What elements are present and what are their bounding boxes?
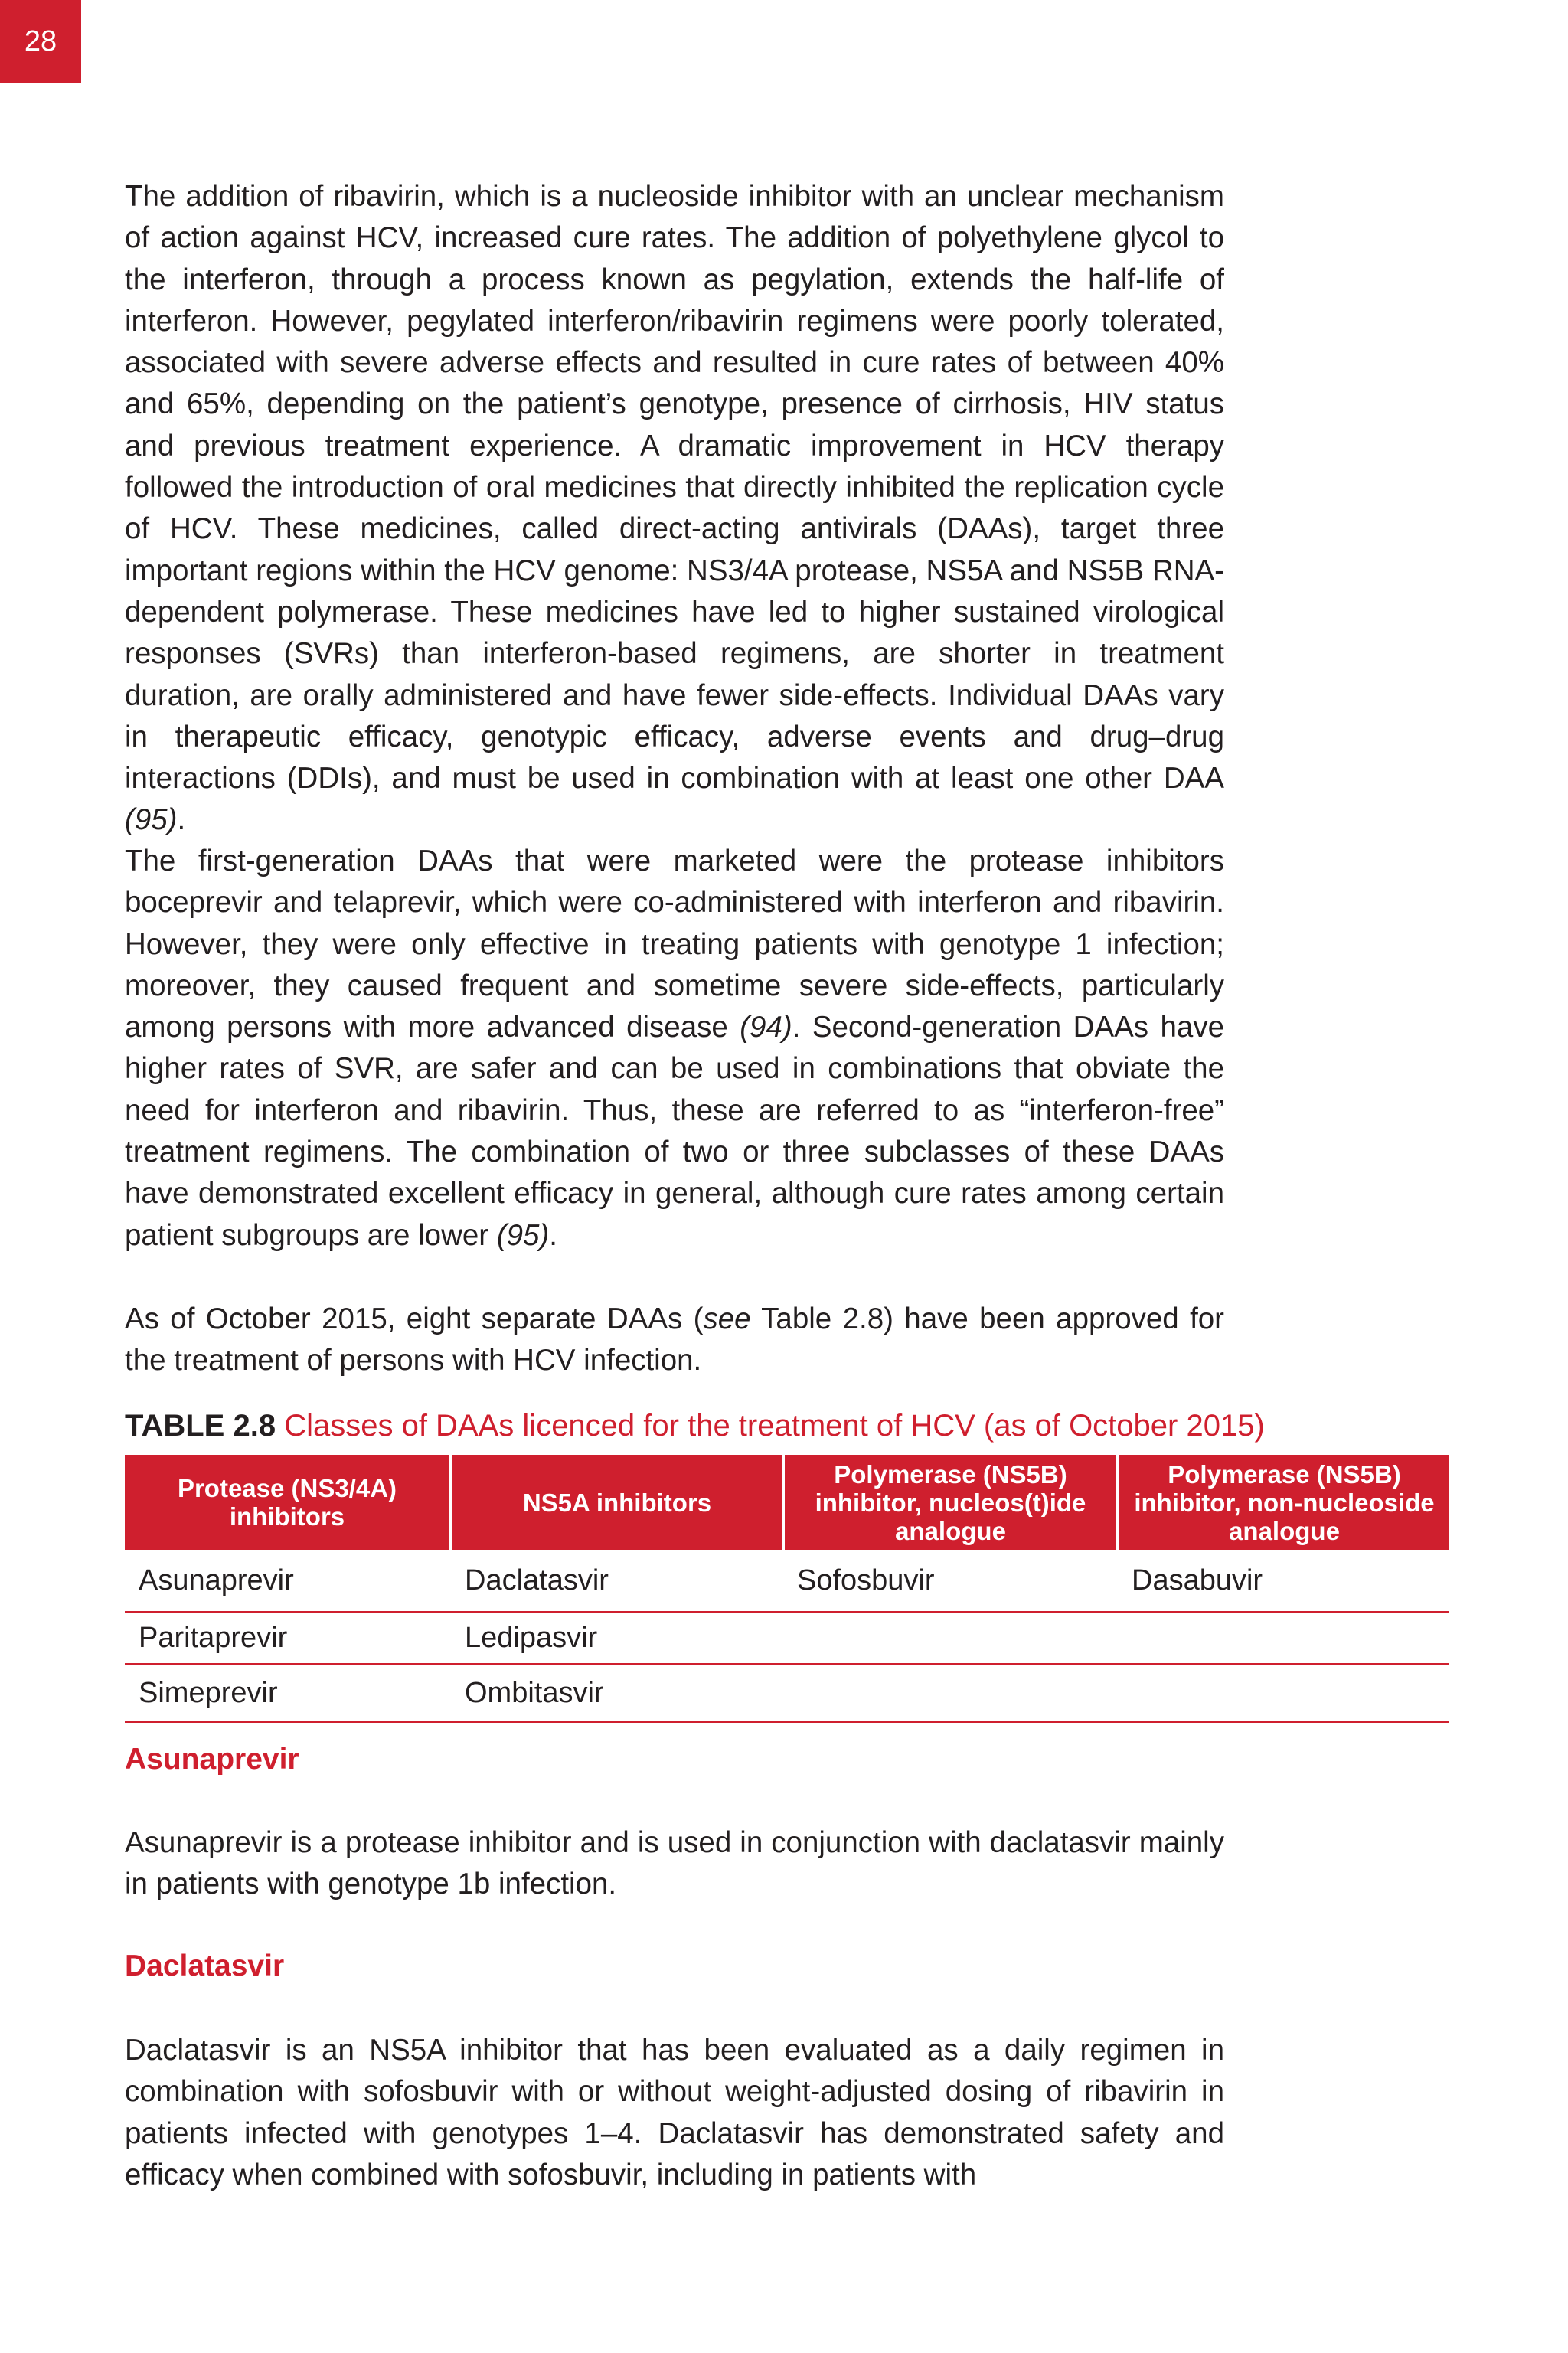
table-title: Classes of DAAs licenced for the treatment of HCV (as of October 2015) xyxy=(284,1409,1265,1443)
table-caption xyxy=(125,1405,1265,1446)
paragraph-daclatasvir: Daclatasvir is an NS5A inhibitor that has been evaluated as a daily regimen in combination with sofosbuvir with or without weight-adjusted dosing of ribavirin in patients infected with genotypes 1–4. Daclatasvir has demonstrated safety and efficacy when combined with sofosbuvir, including in patients with xyxy=(125,2034,1224,2191)
table-cell: Daclatasvir xyxy=(451,1550,783,1612)
heading-daclatasvir: Daclatasvir xyxy=(125,1949,285,1982)
paragraph-approved-daas: As of October 2015, eight separate DAAs (see Table 2.8) have been approved for the treatment of persons with HCV infection. xyxy=(125,1302,1224,1377)
table-cell: Ombitasvir xyxy=(451,1664,783,1722)
header-protease: Protease (NS3/4A) inhibitors xyxy=(125,1455,451,1550)
table-cell: Simeprevir xyxy=(125,1664,451,1722)
paragraph-asunaprevir: Asunaprevir is a protease inhibitor and is used in conjunction with daclatasvir mainly in patients with genotype 1b infection. xyxy=(125,1826,1224,1901)
table-row xyxy=(125,1612,1449,1664)
header-polymerase-non-nucleoside: Polymerase (NS5B) inhibitor, non-nucleoside analogue xyxy=(1118,1455,1449,1550)
daa-classes-table xyxy=(125,1455,1449,1723)
table-row xyxy=(125,1664,1449,1722)
paragraph-first-generation: The first-generation DAAs that were marketed were the protease inhibitors boceprevir and telaprevir, which were co-administered with interferon and ribavirin. However, they were only effective in treating patients with genotype 1 infection; moreover, they caused frequent and sometime severe side-effects, particularly among persons with more advanced disease (94). Second-generation DAAs have higher rates of SVR, are safer and can be used in combinations that obviate the need for interferon and ribavirin. Thus, these are referred to as “interferon-free” treatment regimens. The combination of two or three subclasses of these DAAs have demonstrated excellent efficacy in general, although cure rates among certain patient subgroups are lower (95). xyxy=(125,845,1224,1252)
paragraph-ribavirin-daas: The addition of ribavirin, which is a nucleoside inhibitor with an unclear mechanism of action against HCV, increased cure rates. The addition of polyethylene glycol to the interferon, through a process known as pegylation, extends the half-life of interferon. However, pegylated interferon/ribavirin regimens were poorly tolerated, associated with severe adverse effects and resulted in cure rates of between 40% and 65%, depending on the patient’s genotype, presence of cirrhosis, HIV status and previous treatment experience. A dramatic improvement in HCV therapy followed the introduction of oral medicines that directly inhibited the replication cycle of HCV. These medicines, called direct-acting antivirals (DAAs), target three important regions within the HCV genome: NS3/4A protease, NS5A and NS5B RNA-dependent polymerase. These medicines have led to higher sustained virological responses (SVRs) than interferon-based regimens, are shorter in treatment duration, are orally administered and have fewer side-effects. Individual DAAs vary in therapeutic efficacy, genotypic efficacy, adverse events and drug–drug interactions (DDIs), and must be used in combination with at least one other DAA (95). xyxy=(125,180,1224,837)
table-cell xyxy=(1118,1612,1449,1664)
table-cell: Dasabuvir xyxy=(1118,1550,1449,1612)
reference-94: (94) xyxy=(740,1011,792,1044)
table-cell xyxy=(783,1664,1118,1722)
heading-asunaprevir: Asunaprevir xyxy=(125,1743,299,1776)
page-number: 28 xyxy=(0,0,81,83)
header-ns5a: NS5A inhibitors xyxy=(451,1455,783,1550)
table-cell: Ledipasvir xyxy=(451,1612,783,1664)
table-cell: Asunaprevir xyxy=(125,1550,451,1612)
table-header-row xyxy=(125,1455,1449,1550)
table-cell: Sofosbuvir xyxy=(783,1550,1118,1612)
table-label: TABLE 2.8 xyxy=(125,1409,276,1443)
table-cell xyxy=(783,1612,1118,1664)
table-cell xyxy=(1118,1664,1449,1722)
reference-95: (95) xyxy=(125,803,178,837)
table-cell: Paritaprevir xyxy=(125,1612,451,1664)
table-row xyxy=(125,1550,1449,1612)
header-polymerase-nucleoside: Polymerase (NS5B) inhibitor, nucleos(t)ide analogue xyxy=(783,1455,1118,1550)
reference-95: (95) xyxy=(496,1218,550,1252)
